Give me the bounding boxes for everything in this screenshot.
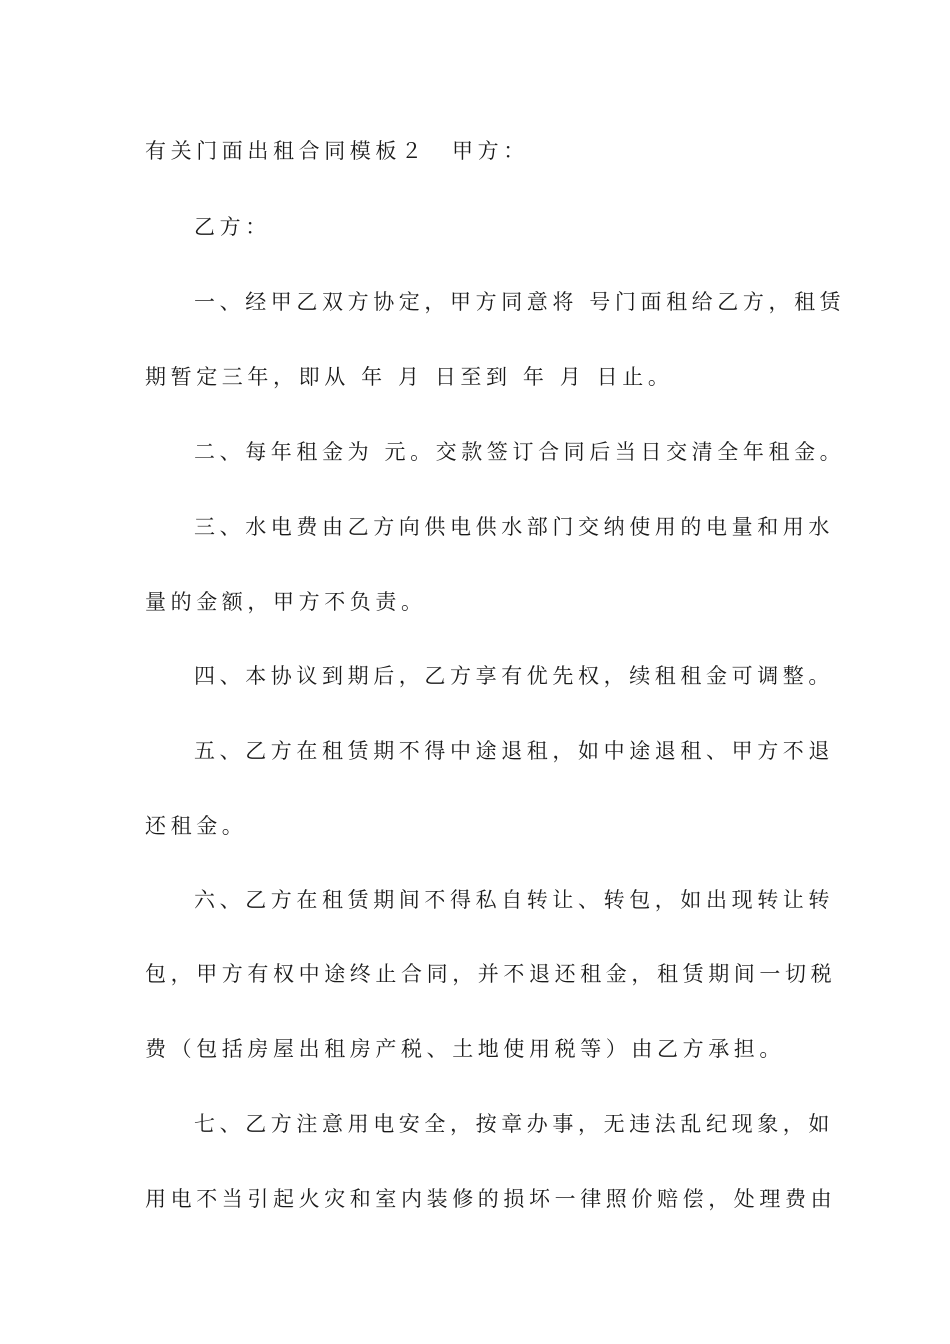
document-title: 有关门面出租合同模板２ — [145, 139, 427, 163]
clause-7-line-2: 用电不当引起火灾和室内装修的损坏一律照价赔偿，处理费由 — [145, 1187, 837, 1211]
clause-4: 四、本协议到期后，乙方享有优先权，续租租金可调整。 — [194, 664, 834, 688]
clause-6-line-3: 费（包括房屋出租房产税、土地使用税等）由乙方承担。 — [145, 1037, 785, 1061]
clause-7-line-1: 七、乙方注意用电安全，按章办事，无违法乱纪现象，如 — [194, 1112, 834, 1136]
clause-1-line-2: 期暂定三年，即从 年 月 日至到 年 月 日止。 — [145, 365, 674, 389]
clause-1-line-1: 一、经甲乙双方协定，甲方同意将 号门面租给乙方，租赁 — [194, 290, 846, 314]
party-b-label: 乙方： — [194, 215, 271, 239]
clause-3-line-1: 三、水电费由乙方向供电供水部门交纳使用的电量和用水 — [194, 515, 834, 539]
clause-6-line-1: 六、乙方在租赁期间不得私自转让、转包，如出现转让转 — [194, 888, 834, 912]
clause-2: 二、每年租金为 元。交款签订合同后当日交清全年租金。 — [194, 440, 846, 464]
clause-5-line-2: 还租金。 — [145, 814, 248, 838]
clause-3-line-2: 量的金额，甲方不负责。 — [145, 590, 427, 614]
clause-6-line-2: 包，甲方有权中途终止合同，并不退还租金，租赁期间一切税 — [145, 962, 837, 986]
party-a-label: 甲方： — [452, 139, 529, 163]
clause-5-line-1: 五、乙方在租赁期不得中途退租，如中途退租、甲方不退 — [194, 739, 834, 763]
